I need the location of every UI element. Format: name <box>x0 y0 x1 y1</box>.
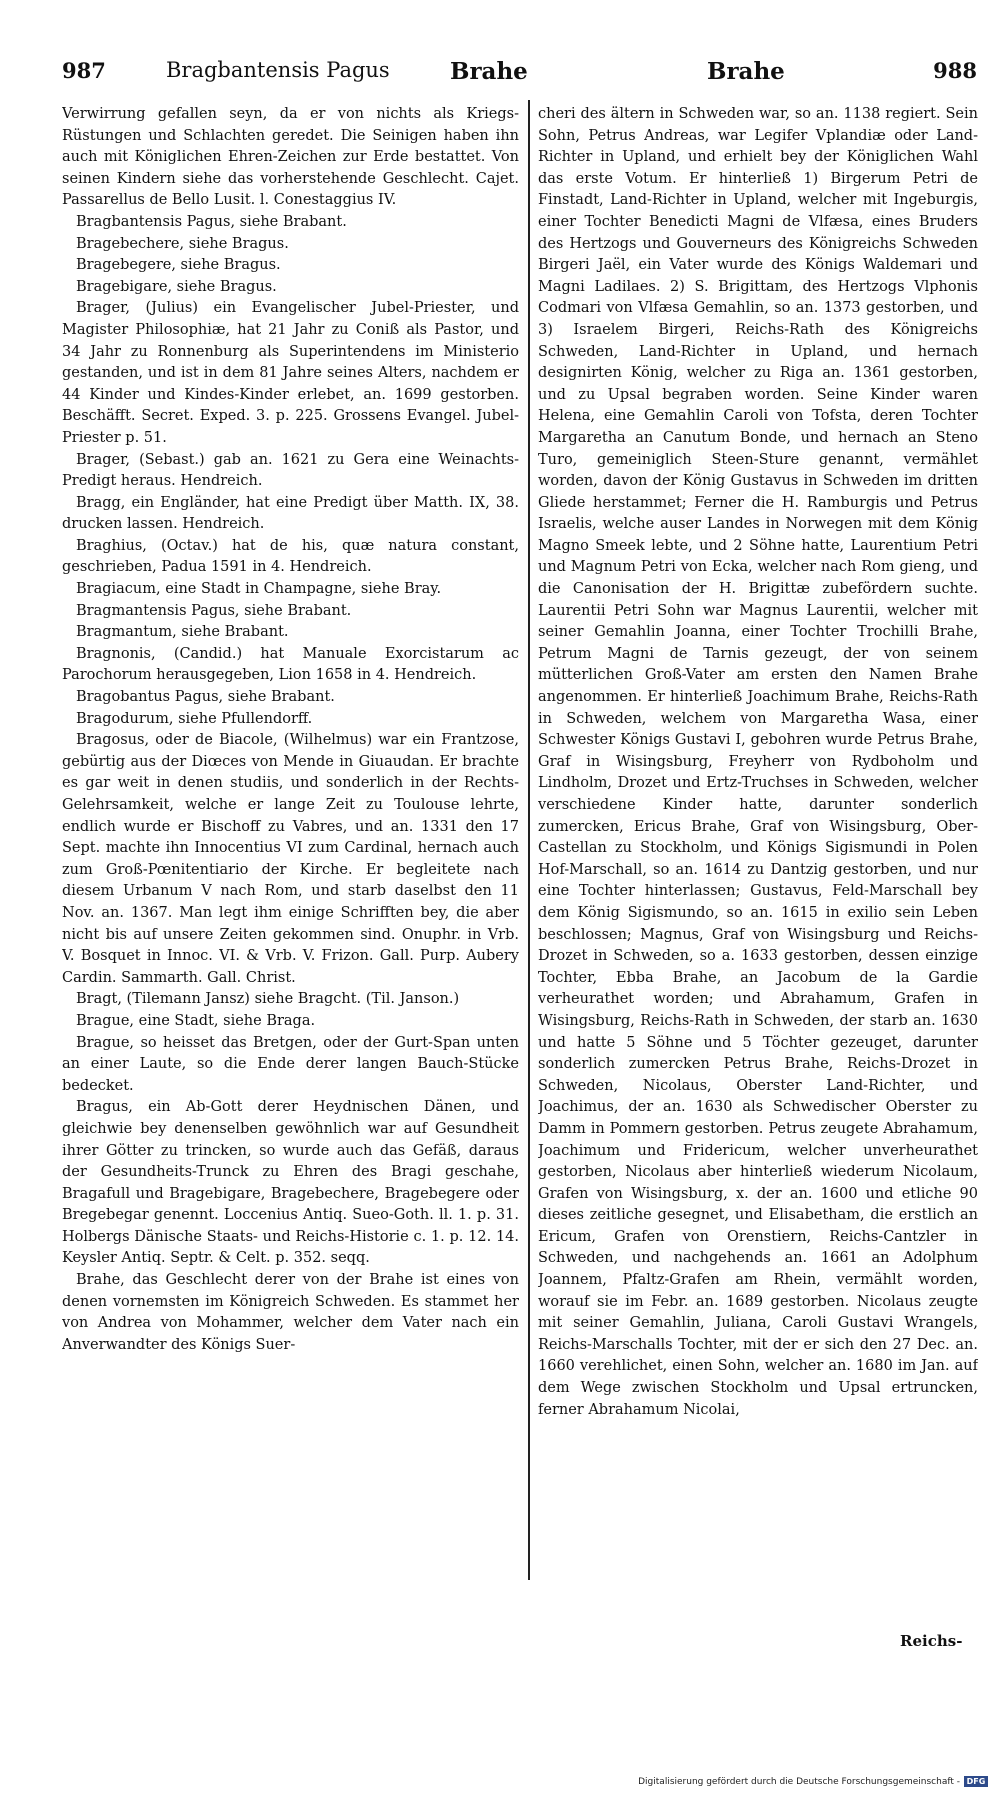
entry-brahe: Brahe, das Geschlecht derer von der Brahe ist eines von denen vornemsten im Königreich Schweden. Es stammet her von Andrea von Mohammer, welcher dem Vater nach ein Anverwandter des Königs Suer- <box>62 1272 519 1353</box>
left-running-title: Brahe <box>450 58 528 85</box>
right-column <box>538 104 978 1644</box>
dfg-logo: DFG <box>964 1776 988 1787</box>
page-header <box>62 52 977 90</box>
left-column <box>62 104 519 1644</box>
brahe-entry-continuation: cheri des ältern in Schweden war, so an. 1138 regiert. Sein Sohn, Petrus Andreas, war Legifer Vplandiæ oder Land-Richter in Upland, und erhielt bey der Königlichen Wahl das erste Votum. Er hinterließ 1) Birgerum Petri de Finstadt, Land-Richter in Upland, welcher mit Ingeburgis, einer Tochter Benedicti Magni de Vlfæsa, eines Bruders des Hertzogs und Gouverneurs des Königreichs Schweden Birgeri Jaël, ein Vater wurde des Königs Waldemari und Magni Ladilaes. 2) S. Brigittam, des Hertzogs Vlphonis Codmari von Vlfæsa Gemahlin, so an. 1373 gestorben, und 3) Israelem Birgeri, Reichs-Rath des Königreichs Schweden, Land-Richter in Upland, und hernach designirten König, welcher zu Riga an. 1361 gestorben, und zu Upsal begraben worden. Seine Kinder waren Helena, eine Gemahlin Caroli von Tofsta, deren Tochter Margaretha an Canutum Bonde, und hernach an Steno Turo, gemeiniglich Steen-Sture genannt, vermählet worden, davon der König Gustavus in Schweden im dritten Gliede herstammet; Ferner die H. Ramburgis und Petrus Israelis, welche auser Landes in Norwegen mit dem König Magno Smeek lebte, und 2 Söhne hatte, Laurentium Petri und Magnum Petri von Ecka, welcher nach Rom gieng, und die Canonisation der H. Brigittæ zubefördern suchte. Laurentii Petri Sohn war Magnus Laurentii, welcher mit seiner Gemahlin Joanna, einer Tochter Trochilli Brahe, Petrum Magni de Tarnis gezeugt, der von seinem mütterlichen Groß-Vater am ersten den Namen Brahe angenommen. Er hinterließ Joachimum Brahe, Reichs-Rath in Schweden, welchem von Margaretha Wasa, einer Schwester Königs Gustavi I, gebohren wurde Petrus Brahe, Graf in Wisingsburg, Freyherr von Rydboholm und Lindholm, Drozet und Ertz-Truchses in Schweden, welcher verschiedene Kinder hatte, darunter sonderlich zumercken, Ericus Brahe, Graf von Wisingsburg, Ober-Castellan zu Stockholm, und Königs Sigismundi in Polen Hof-Marschall, so an. 1614 zu Dantzig gestorben, und nur eine Tochter hinterlassen; Gustavus, Feld-Marschall bey dem König Sigismundo, so an. 1615 in exilio sein Leben beschlossen; Magnus, Graf von Wisingsburg und Reichs-Drozet in Schweden, so a. 1633 gestorben, dessen einzige Tochter, Ebba Brahe, an Jacobum de la Gardie verheurathet worden; und Abrahamum, Grafen in Wisingsburg, Reichs-Rath in Schweden, der starb an. 1630 und hatte 5 Söhne und 5 Töchter gezeuget, darunter sonderlich zumercken Petrus Brahe, Reichs-Drozet in Schweden, Nicolaus, Oberster Land-Richter, und Joachimus, der an. 1630 als Schwedischer Oberster zu Damm in Pommern gestorben. Petrus zeugete Abrahamum, Joachimum und Fridericum, welcher unverheurathet gestorben, Nicolaus aber hinterließ wiederum Nicolaum, Grafen von Wisingsburg, x. der an. 1600 und etliche 90 dieses zeitliche gesegnet, und Elisabetham, die erstlich an Ericum, Grafen von Orenstiern, Reichs-Cantzler in Schweden, und nachgehends an. 1661 an Adolphum Joannem, Pfaltz-Grafen am Rhein, vermählt worden, worauf sie im Febr. an. 1689 gestorben. Nicolaus zeugte mit seiner Gemahlin, Juliana, Caroli Gustavi Wrangels, Reichs-Marschalls Tochter, mit der er sich den 27 Dec. an. 1660 verehlichet, einen Sohn, welcher an. 1680 im Jan. auf dem Wege zwischen Stockholm und Upsal ertruncken, ferner Abrahamum Nicolai, <box>538 106 978 1418</box>
entry-bragmantensis-pagus: Bragmantensis Pagus, siehe Brabant. <box>76 602 352 619</box>
entry-bragmantum: Bragmantum, siehe Brabant. <box>76 624 289 641</box>
right-page-number: 988 <box>933 58 977 83</box>
entry-bragosus: Bragosus, oder de Biacole, (Wilhelmus) war ein Frantzose, gebürtig aus der Diœces von Mende in Giuaudan. Er brachte es gar weit in denen studiis, und sonderlich in der Rechts-Gelehrsamkeit, welche er lange Zeit zu Toulouse lehrte, endlich wurde er Bischoff zu Vabres, und an. 1331 den 17 Sept. machte ihn Innocentius VI zum Cardinal, hernach auch zum Groß-Pœnitentiario der Kirche. Er begleitete nach diesem Urbanum V nach Rom, und starb daselbst den 11 Nov. an. 1367. Man legt ihm einige Schrifften bey, die aber nicht bis auf unsere Zeiten gekommen sind. Onuphr. in Vrb. V. Bosquet in Innoc. VI. & Vrb. V. Frizon. Gall. Purp. Aubery Cardin. Sammarth. Gall. Christ. <box>62 732 519 986</box>
entry-bragobantus-pagus: Bragobantus Pagus, siehe Brabant. <box>76 689 335 706</box>
entry-bragodurum: Bragodurum, siehe Pfullendorff. <box>76 710 313 727</box>
entry-bragebigare: Bragebigare, siehe Bragus. <box>76 278 277 295</box>
entry-brague-lute: Brague, so heisset das Bretgen, oder der Gurt-Span unten an einer Laute, so die Ende derer langen Bauch-Stücke bedecket. <box>62 1034 519 1094</box>
catchword: Reichs- <box>900 1632 963 1650</box>
entry-brager-sebast: Brager, (Sebast.) gab an. 1621 zu Gera eine Weinachts-Predigt heraus. Hendreich. <box>62 451 519 490</box>
entry-bragnonis: Bragnonis, (Candid.) hat Manuale Exorcistarum ac Parochorum herausgegeben, Lion 1658 in 4. Hendreich. <box>62 645 519 684</box>
entry-bragt: Bragt, (Tilemann Jansz) siehe Bragcht. (Til. Janson.) <box>76 991 460 1008</box>
left-running-keyword: Bragbantensis Pagus <box>166 58 390 82</box>
entry-braghius: Braghius, (Octav.) hat de his, quæ natura constant, geschrieben, Padua 1591 in 4. Hendreich. <box>62 537 519 576</box>
digitization-credit: Digitalisierung gefördert durch die Deutsche Forschungsgemeinschaft - <box>638 1777 960 1787</box>
left-continuation-paragraph: Verwirrung gefallen seyn, da er von nichts als Kriegs-Rüstungen und Schlachten geredet. Die Seinigen haben ihn auch mit Königlichen Ehren-Zeichen zur Erde bestattet. Von seinen Kindern siehe das vorherstehende Geschlecht. Cajet. Passarellus de Bello Lusit. l. Conestaggius IV. <box>62 106 519 209</box>
entry-brague-city: Brague, eine Stadt, siehe Braga. <box>76 1012 316 1029</box>
right-running-title: Brahe <box>707 58 785 85</box>
entry-bragg: Bragg, ein Engländer, hat eine Predigt über Matth. IX, 38. drucken lassen. Hendreich. <box>62 494 519 533</box>
entry-bragebechere: Bragebechere, siehe Bragus. <box>76 235 289 252</box>
entry-bragiacum: Bragiacum, eine Stadt in Champagne, siehe Bray. <box>76 581 442 598</box>
entry-bragebegere: Bragebegere, siehe Bragus. <box>76 257 281 274</box>
entry-bragbantensis-pagus: Bragbantensis Pagus, siehe Brabant. <box>76 213 347 230</box>
left-page-number: 987 <box>62 58 106 83</box>
column-divider <box>528 100 530 1580</box>
entry-bragus: Bragus, ein Ab-Gott derer Heydnischen Dänen, und gleichwie bey denenselben gewöhnlich war auf Gesundheit ihrer Götter zu trincken, so wurde auch das Gefäß, daraus der Gesundheits-Trunck zu Ehren des Bragi geschahe, Bragafull und Bragebigare, Bragebechere, Bragebegere oder Bregebegar genennt. Loccenius Antiq. Sueo-Goth. ll. 1. p. 31. Holbergs Dänische Staats- und Reichs-Historie c. 1. p. 12. 14. Keysler Antiq. Septr. & Celt. p. 352. seqq. <box>62 1099 519 1267</box>
entry-brager-julius: Brager, (Julius) ein Evangelischer Jubel-Priester, und Magister Philosophiæ, hat 21 Jahr zu Coniß als Pastor, und 34 Jahr zu Ronnenburg als Superintendens im Ministerio gestanden, und ist in dem 81 Jahre seines Alters, nachdem er 44 Kinder und Kindes-Kinder erlebet, an. 1699 gestorben. Beschäfft. Secret. Exped. 3. p. 225. Grossens Evangel. Jubel-Priester p. 51. <box>62 300 519 446</box>
